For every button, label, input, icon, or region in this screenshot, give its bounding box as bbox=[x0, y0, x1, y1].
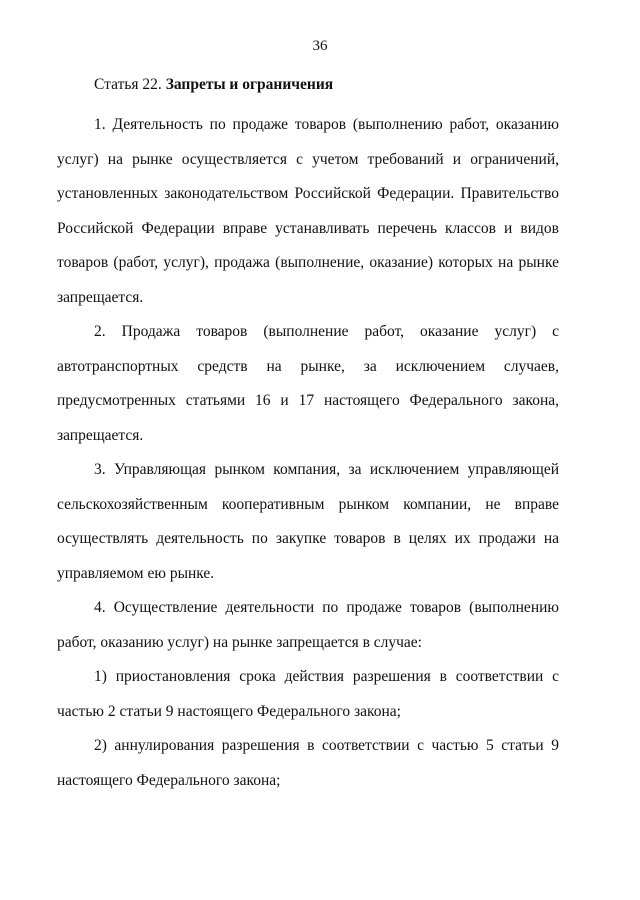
paragraph-3: 3. Управляющая рынком компания, за исключением управляющей сельскохозяйственным кооперативным рынком компании, не вправе осуществлять деятельность по закупке товаров в целях их продажи на управляемом ею рынке. bbox=[57, 461, 559, 582]
paragraph-4: 4. Осуществление деятельности по продаже товаров (выполнению работ, оказанию услуг) на рынке запрещается в случае: bbox=[57, 599, 559, 651]
article-heading bbox=[94, 76, 333, 94]
list-item-2: 2) аннулирования разрешения в соответствии с частью 5 статьи 9 настоящего Федерального закона; bbox=[57, 737, 559, 789]
paragraph-1: 1. Деятельность по продаже товаров (выполнению работ, оказанию услуг) на рынке осуществляется с учетом требований и ограничений, установленных законодательством Российской Федерации. Правительство Российской Федерации вправе устанавливать перечень классов и видов товаров (работ, услуг), продажа (выполнение, оказание) которых на рынке запрещается. bbox=[57, 116, 559, 306]
paragraph-2: 2. Продажа товаров (выполнение работ, оказание услуг) с автотранспортных средств на рынке, за исключением случаев, предусмотренных статьями 16 и 17 настоящего Федерального закона, запрещается. bbox=[57, 323, 559, 444]
page-number: 36 bbox=[312, 38, 328, 54]
article-title: Запреты и ограничения bbox=[165, 76, 334, 93]
article-number: Статья 22. bbox=[94, 76, 162, 93]
list-item-1: 1) приостановления срока действия разрешения в соответствии с частью 2 статьи 9 настоящего Федерального закона; bbox=[57, 668, 559, 720]
